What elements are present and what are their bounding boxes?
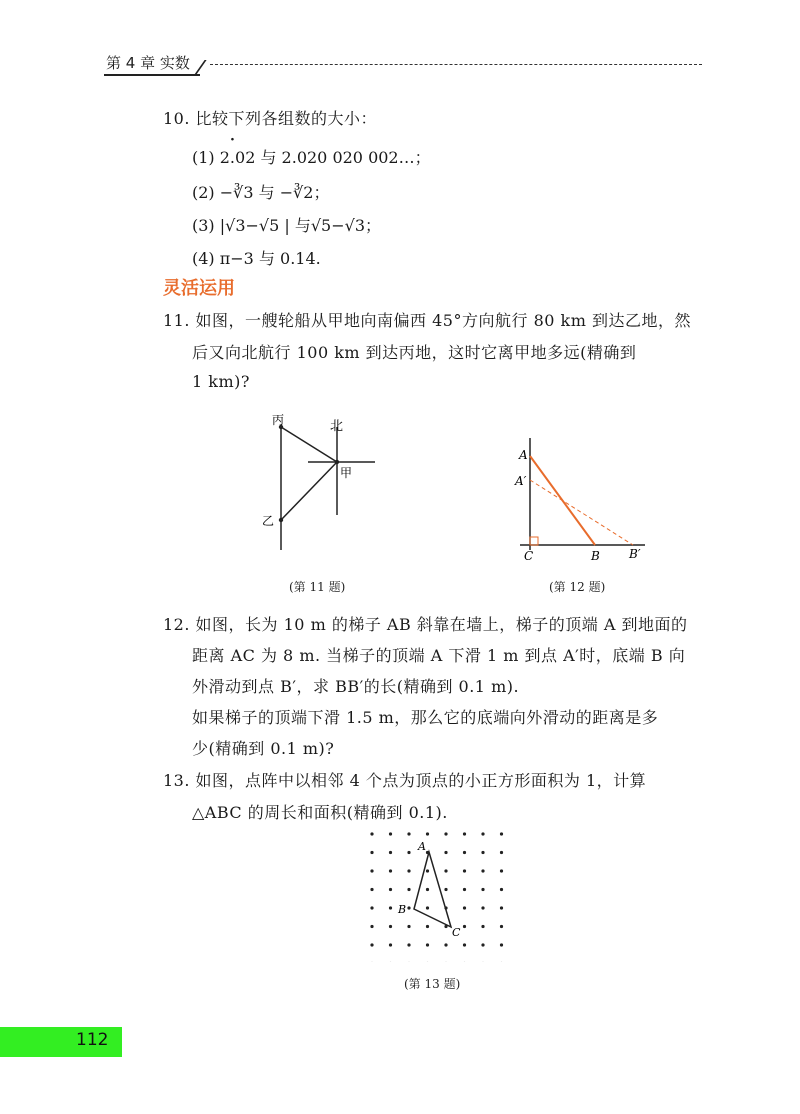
fig12-label-B: B — [591, 549, 600, 563]
fig13-grid-dot — [463, 888, 466, 891]
fig13-grid-dot — [463, 832, 466, 835]
fig13-label-B: B — [398, 903, 407, 916]
fig13-grid-dot — [444, 851, 447, 854]
fig13-grid-dot — [389, 943, 392, 946]
fig13-grid-dot — [370, 906, 373, 909]
fig13-grid-dot — [389, 906, 392, 909]
q11-line-3: 1 km)? — [192, 372, 250, 391]
fig13-grid-dot — [426, 925, 429, 928]
q11-line-2: 后又向北航行 100 km 到达丙地，这时它离甲地多远(精确到 — [192, 343, 637, 362]
q10-item-4: (4) π−3 与 0.14. — [192, 249, 321, 268]
fig13-caption: (第 13 题) — [404, 977, 461, 991]
fig13-grid-dot — [426, 943, 429, 946]
q13-line-1: 13. 如图，点阵中以相邻 4 个点为顶点的小正方形面积为 1，计算 — [163, 771, 647, 790]
fig13-grid-dot — [370, 888, 373, 891]
fig13-grid-dot — [389, 869, 392, 872]
fig13-grid-dot — [370, 925, 373, 928]
q12-line-4: 如果梯子的顶端下滑 1.5 m，那么它的底端向外滑动的距离是多 — [192, 708, 659, 727]
fig13-grid-dot — [481, 832, 484, 835]
fig13-grid-dot — [370, 869, 373, 872]
fig13-grid-dot — [500, 906, 503, 909]
figure-12 — [505, 430, 655, 565]
fig13-grid-dot — [444, 888, 447, 891]
fig13-grid-dot — [463, 943, 466, 946]
fig13-grid-dot — [481, 906, 484, 909]
fig12-label-C: C — [524, 549, 534, 563]
q10-item-2: (2) −∛3 与 −∛2； — [192, 183, 330, 202]
q12-line-3: 外滑动到点 B′，求 BB′的长(精确到 0.1 m). — [192, 677, 520, 696]
fig13-grid-dot — [444, 943, 447, 946]
fig13-grid-dot — [500, 925, 503, 928]
q13-line-2: △ABC 的周长和面积(精确到 0.1). — [192, 803, 448, 822]
fig13-grid-dot — [426, 869, 429, 872]
fig13-grid-dot — [407, 925, 410, 928]
fig11-caption: (第 11 题) — [289, 580, 346, 594]
fig13-grid-dot — [370, 832, 373, 835]
header-underline — [104, 74, 200, 76]
repeating-dot: · — [230, 132, 235, 148]
fig13-grid-dot — [481, 943, 484, 946]
fig13-grid-dot — [481, 869, 484, 872]
fig11-point-yi — [279, 518, 283, 522]
fig13-grid-dot — [500, 869, 503, 872]
fig13-dot-grid — [370, 832, 503, 962]
fig13-grid-dot — [407, 906, 410, 909]
figure-13 — [360, 822, 510, 962]
q12-line-2: 距离 AC 为 8 m. 当梯子的顶端 A 下滑 1 m 到点 A′时，底端 B 向 — [192, 646, 686, 665]
page-number: 112 — [76, 1030, 109, 1050]
fig13-grid-dot — [370, 851, 373, 854]
header-dashed-rule — [210, 64, 702, 65]
fig13-grid-dot — [481, 851, 484, 854]
fig13-grid-dot — [389, 925, 392, 928]
fig13-grid-dot — [407, 869, 410, 872]
fig13-grid-dot — [444, 832, 447, 835]
figure-11 — [250, 405, 390, 555]
fig13-grid-dot — [444, 869, 447, 872]
fig13-grid-dot — [500, 888, 503, 891]
header-slash — [193, 60, 206, 76]
fig13-label-A: A — [418, 840, 426, 853]
q10-item-1: (1) 2.02 与 2.020 020 002…； — [192, 148, 431, 167]
fig12-label-A: A — [519, 448, 528, 462]
q12-line-1: 12. 如图，长为 10 m 的梯子 AB 斜靠在墙上，梯子的顶端 A 到地面的 — [163, 615, 688, 634]
fig13-grid-dot — [407, 888, 410, 891]
fig13-grid-dot — [426, 906, 429, 909]
fig13-grid-dot — [389, 888, 392, 891]
fig13-grid-dot — [407, 851, 410, 854]
fig12-label-A2: A′ — [515, 474, 527, 488]
fig13-grid-dot — [481, 888, 484, 891]
fig11-jia-yi — [281, 462, 337, 520]
fig13-grid-dot — [481, 925, 484, 928]
fig13-grid-dot — [500, 943, 503, 946]
fig13-grid-dot — [389, 851, 392, 854]
fig12-right-angle — [530, 537, 538, 545]
fig13-grid-dot — [407, 832, 410, 835]
fig13-label-C: C — [452, 926, 461, 939]
q11-line-1: 11. 如图，一艘轮船从甲地向南偏西 45°方向航行 80 km 到达乙地，然 — [163, 311, 691, 330]
fig11-point-jia — [335, 460, 339, 464]
fig13-grid-dot — [407, 943, 410, 946]
fig13-grid-dot — [426, 888, 429, 891]
chapter-header: 第 4 章 实数 — [106, 54, 190, 72]
fig12-ladder-A2B2 — [530, 480, 633, 545]
q10-item-3: (3) |√3−√5 | 与√5−√3； — [192, 216, 382, 235]
fig13-grid-dot — [500, 851, 503, 854]
q12-line-5: 少(精确到 0.1 m)? — [192, 739, 335, 758]
section-title: 灵活运用 — [163, 278, 235, 299]
q10-stem: 10. 比较下列各组数的大小： — [163, 109, 378, 128]
fig11-bing-jia — [281, 427, 337, 462]
fig13-grid-dot — [500, 832, 503, 835]
fig12-caption: (第 12 题) — [549, 580, 606, 594]
fig13-grid-dot — [426, 832, 429, 835]
fig11-label-bing: 丙 — [272, 413, 285, 427]
fig13-grid-dot — [389, 832, 392, 835]
fig13-grid-dot — [463, 925, 466, 928]
fig13-grid-dot — [463, 906, 466, 909]
fig13-grid-dot — [463, 851, 466, 854]
fig13-grid-dot — [463, 869, 466, 872]
fig11-label-bei: 北 — [330, 419, 344, 434]
fig13-grid-dot — [370, 943, 373, 946]
fig11-label-yi: 乙 — [262, 514, 275, 528]
fig11-label-jia: 甲 — [340, 466, 353, 480]
fig12-label-B2: B′ — [629, 547, 641, 561]
